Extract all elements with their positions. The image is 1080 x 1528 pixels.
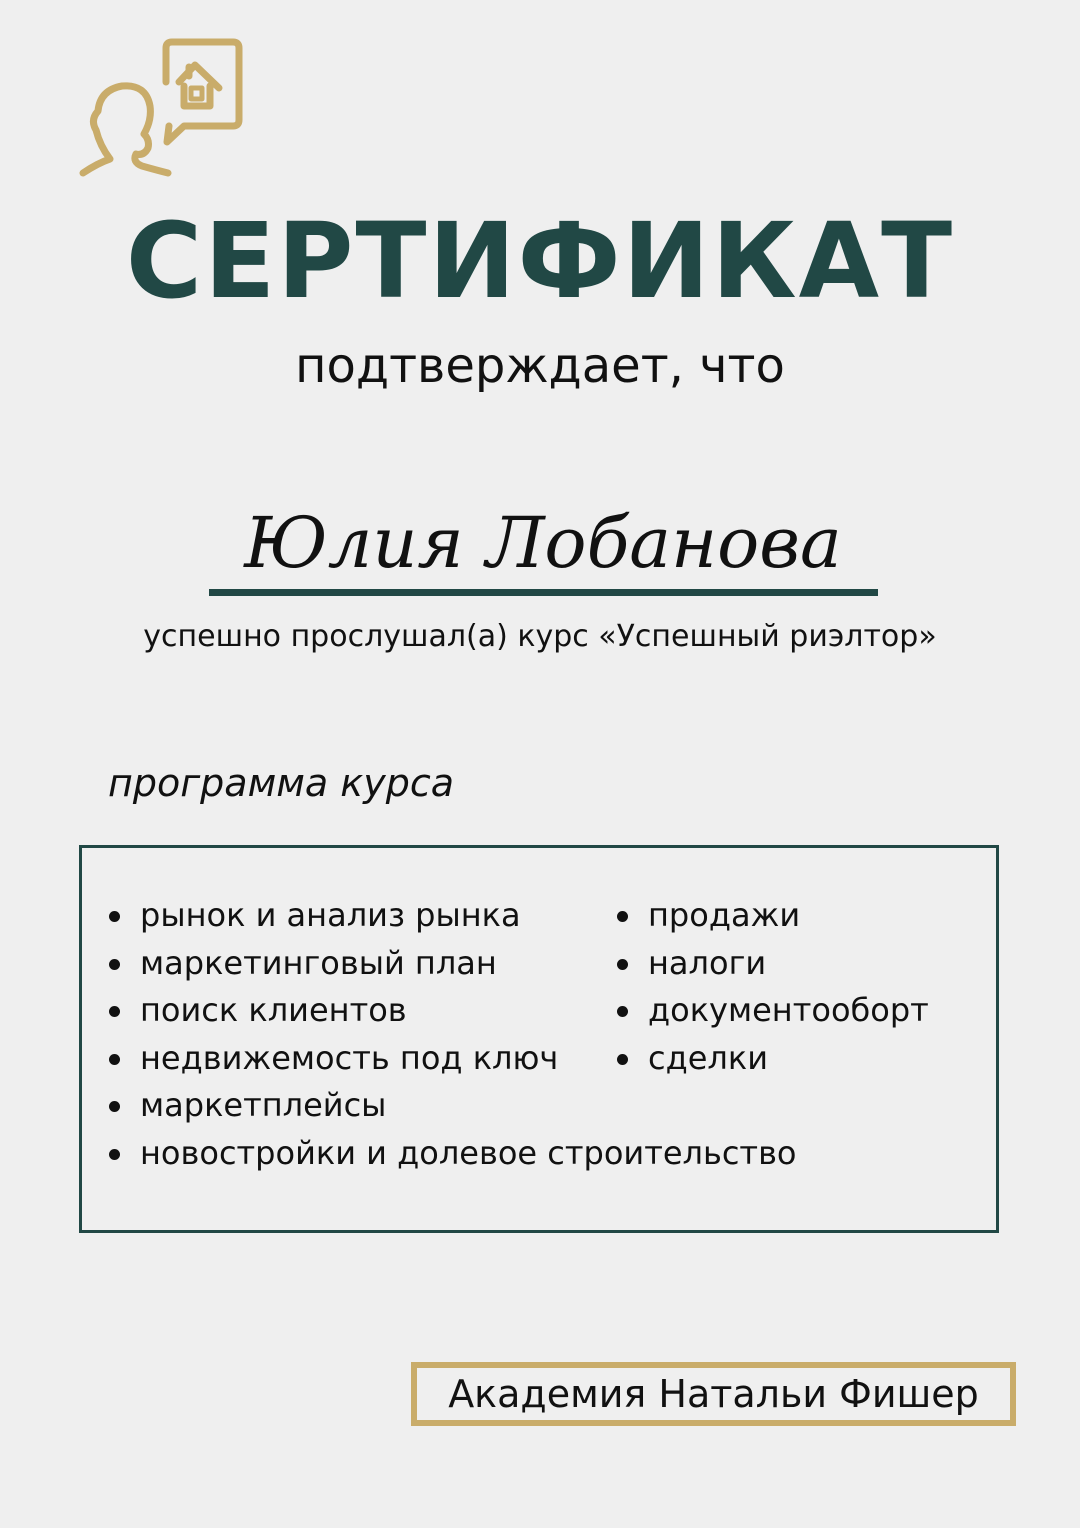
list-item-label: поиск клиентов: [140, 991, 407, 1030]
list-item-label: продажи: [648, 896, 801, 934]
bullet-icon: [109, 911, 120, 922]
list-item-label: документооборт: [648, 991, 929, 1030]
program-list-right: [612, 892, 972, 1082]
academy-name: Академия Натальи Фишер: [411, 1362, 1016, 1426]
bullet-icon: [617, 1054, 628, 1065]
completion-text: успешно прослушал(а) курс «Успешный риэлтор»: [143, 619, 937, 654]
list-item-label: недвижемость под ключ: [140, 1038, 559, 1077]
bullet-icon: [617, 1006, 628, 1017]
bullet-icon: [617, 959, 628, 970]
list-item: [104, 1082, 804, 1130]
recipient-name: Юлия Лобанова: [244, 502, 842, 584]
bullet-icon: [617, 911, 628, 922]
certificate-title: СЕРТИФИКАТ: [125, 200, 955, 322]
bullet-icon: [109, 1149, 120, 1160]
person-speech-bubble-house-icon: [76, 38, 246, 180]
list-item: [612, 892, 972, 940]
bullet-icon: [109, 959, 120, 970]
name-underline: [209, 589, 878, 596]
list-item-label: налоги: [648, 943, 767, 982]
bullet-icon: [109, 1006, 120, 1017]
list-item-label: новостройки и долевое строительство: [140, 1133, 797, 1172]
list-item: [612, 940, 972, 988]
list-item: [104, 1130, 804, 1178]
program-heading: программа курса: [108, 761, 455, 805]
list-item-label: маркетплейсы: [140, 1086, 387, 1125]
list-item: [612, 987, 972, 1035]
bullet-icon: [109, 1054, 120, 1065]
list-item-label: сделки: [648, 1038, 768, 1077]
list-item-label: рынок и анализ рынка: [140, 896, 521, 934]
bullet-icon: [109, 1101, 120, 1112]
certificate-subtitle: подтверждает, что: [295, 338, 785, 394]
list-item-label: маркетинговый план: [140, 943, 497, 982]
list-item: [612, 1035, 972, 1083]
